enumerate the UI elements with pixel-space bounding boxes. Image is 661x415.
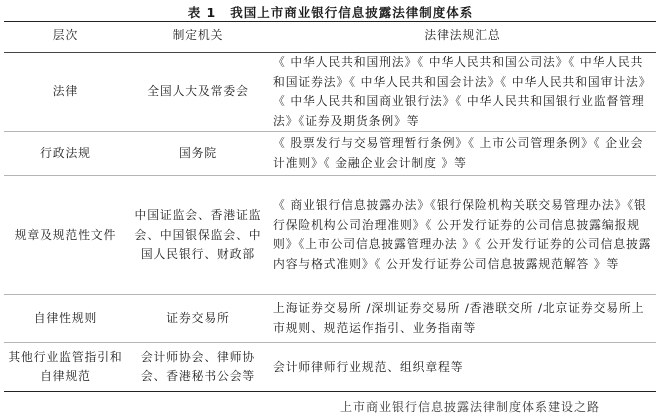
row-summary: 《 中华人民共和国刑法》《 中华人民共和国公司法》《 中华人民共和国证券法》《 中华人民共和国会计法》《 中华人民共和国审计法》《 中华人民共和国商业银行法》《 中华人民共和国银行业监督管理法》《证券及期货条例》等 <box>269 53 656 132</box>
row-authority: 全国人大及常委会 <box>127 53 269 132</box>
legal-framework-table <box>4 21 656 392</box>
row-level: 法律 <box>4 53 127 132</box>
row-summary: 会计师律师行业规范、组织章程等 <box>273 359 464 374</box>
header-authority: 制定机关 <box>127 22 269 53</box>
cut-off-footnote: 上市商业银行信息披露法律制度体系建设之路 <box>340 400 601 414</box>
row-level: 行政法规 <box>4 132 127 176</box>
table-row <box>4 343 656 392</box>
row-authority: 证券交易所 <box>127 295 269 343</box>
row-summary: 《 股票发行与交易管理暂行条例》《 上市公司管理条例》《 企业会计准则》《 金融企业会计制度 》等 <box>269 132 656 176</box>
table-row <box>4 176 656 295</box>
row-authority: 会计师协会、律师协会、香港秘书公会等 <box>140 349 256 384</box>
row-summary: 上海证券交易所 /深圳证券交易所 /香港联交所 /北京证券交易所上市规则、规范运作指引、业务指南等 <box>269 295 656 343</box>
table-number: 表 1 <box>187 5 217 20</box>
table-title: 我国上市商业银行信息披露法律制度体系 <box>230 5 474 20</box>
row-authority: 中国证监会、香港证监会、中国银保监会、中国人民银行、财政部 <box>127 176 269 295</box>
row-level: 规章及规范性文件 <box>4 176 127 295</box>
table-row <box>4 132 656 176</box>
table-header-row <box>4 22 656 53</box>
row-level: 其他行业监管指引和自律规范 <box>8 349 123 384</box>
table-row <box>4 295 656 343</box>
header-summary: 法律法规汇总 <box>269 22 656 53</box>
row-authority: 国务院 <box>127 132 269 176</box>
table-caption <box>0 3 661 21</box>
row-summary: 《 商业银行信息披露办法》《银行保险机构关联交易管理办法》《银行保险机构公司治理准则》《 公开发行证券的公司信息披露编报规则》《上市公司信息披露管理办法 》《 公开发行证券的公司信息披露内容与格式准则》《 公开发行证券公司信息披露规范解答 》等 <box>269 176 656 295</box>
table-row <box>4 53 656 132</box>
header-level: 层次 <box>4 22 127 53</box>
row-level: 自律性规则 <box>4 295 127 343</box>
